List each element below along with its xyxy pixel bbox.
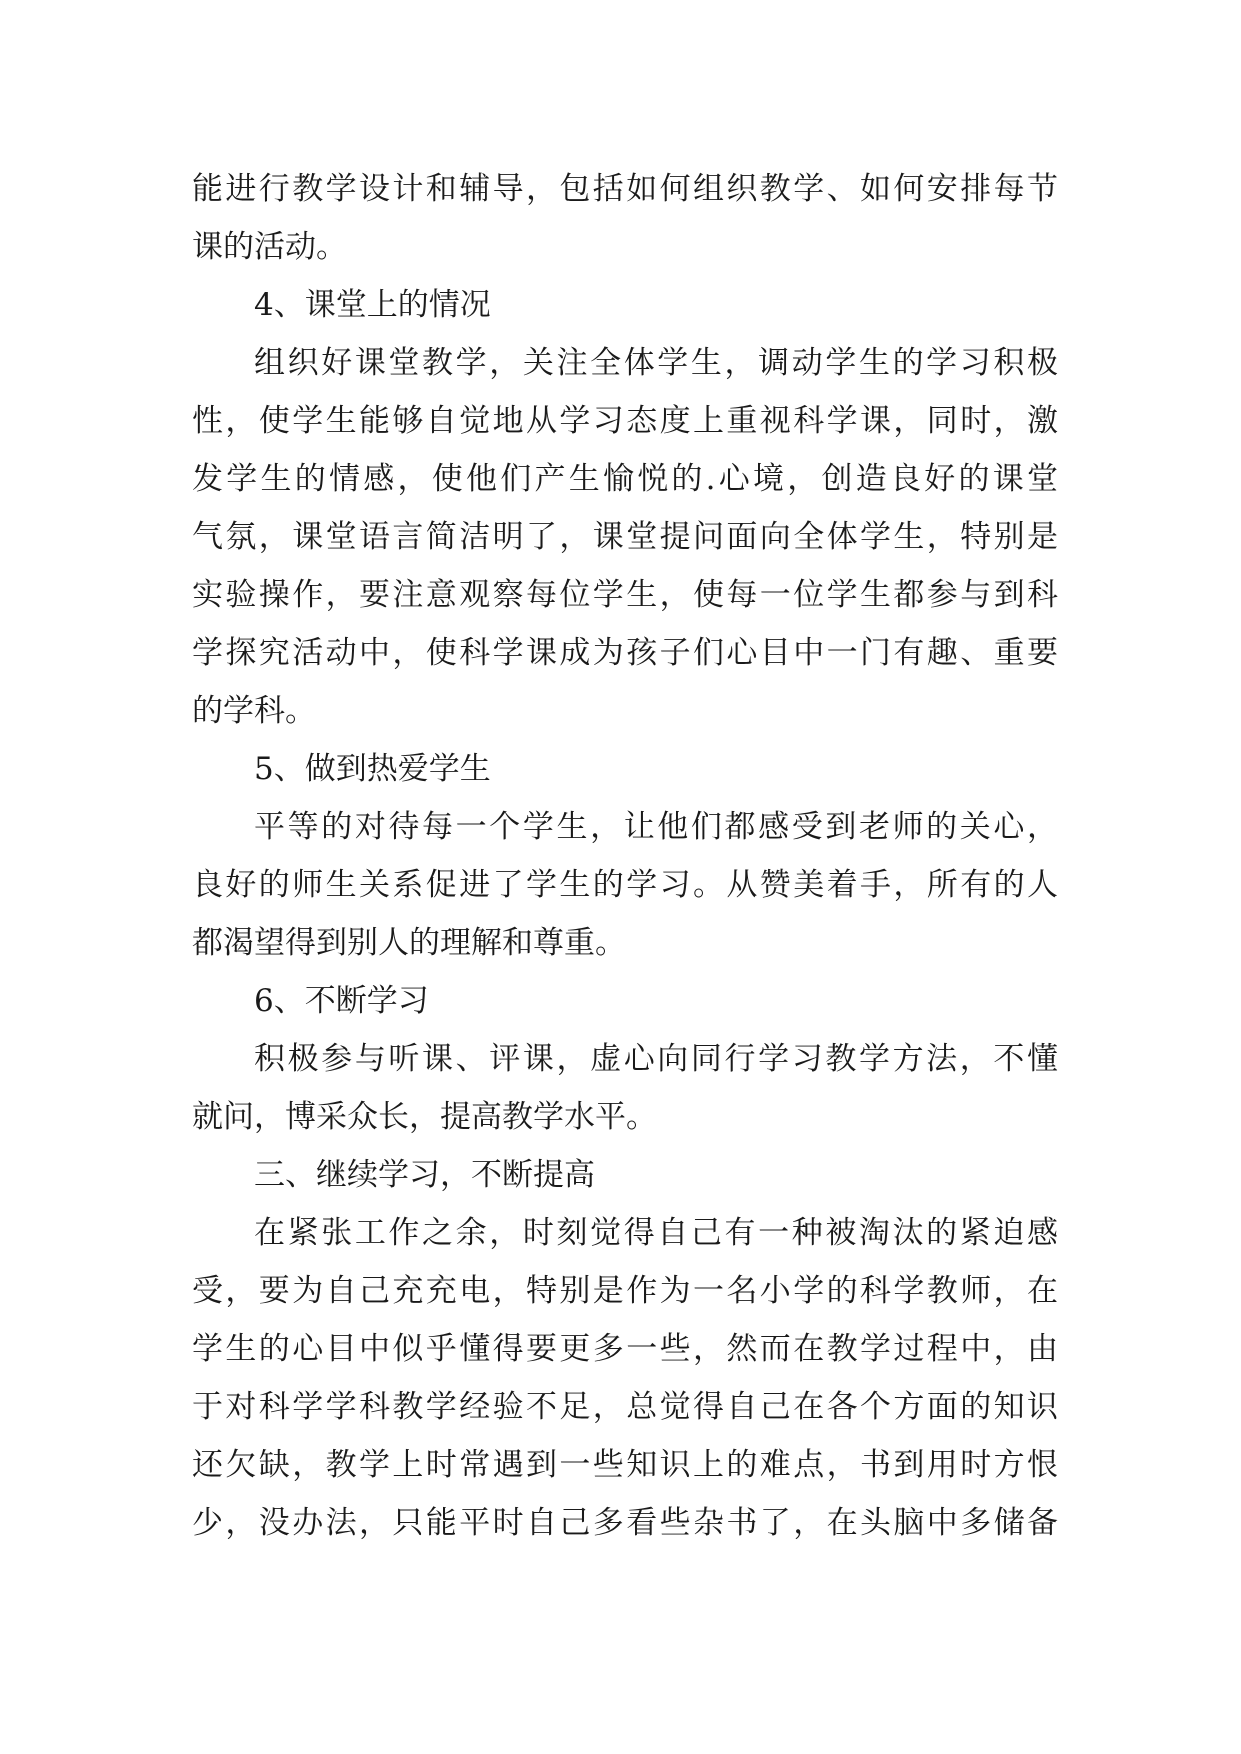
text-line: 4、课堂上的情况 xyxy=(254,287,491,323)
text-line: 都渴望得到别人的理解和尊重。 xyxy=(192,925,626,961)
text-line: 组织好课堂教学，关注全体学生，调动学生的学习积极 xyxy=(254,345,1058,381)
text-line: 良好的师生关系促进了学生的学习。从赞美着手，所有的人 xyxy=(192,867,1058,903)
text-line: 平等的对待每一个学生，让他们都感受到老师的关心， xyxy=(254,809,1058,845)
document-body xyxy=(192,160,1058,1552)
text-line: 在紧张工作之余，时刻觉得自己有一种被淘汰的紧迫感 xyxy=(254,1215,1058,1251)
text-line: 于对科学学科教学经验不足，总觉得自己在各个方面的知识 xyxy=(192,1389,1058,1425)
text-line: 还欠缺，教学上时常遇到一些知识上的难点，书到用时方恨 xyxy=(192,1447,1058,1483)
text-line: 少，没办法，只能平时自己多看些杂书了，在头脑中多储备 xyxy=(192,1505,1058,1541)
text-line: 积极参与听课、评课，虚心向同行学习教学方法，不懂 xyxy=(254,1041,1058,1077)
text-line: 就问，博采众长，提高教学水平。 xyxy=(192,1099,657,1135)
text-line: 能进行教学设计和辅导，包括如何组织教学、如何安排每节 xyxy=(192,171,1058,207)
text-line: 的学科。 xyxy=(192,693,316,729)
text-line: 三、继续学习，不断提高 xyxy=(254,1157,595,1193)
text-line: 学生的心目中似乎懂得要更多一些，然而在教学过程中，由 xyxy=(192,1331,1058,1367)
text-line: 性，使学生能够自觉地从学习态度上重视科学课，同时，激 xyxy=(192,403,1058,439)
text-line: 发学生的情感，使他们产生愉悦的.心境，创造良好的课堂 xyxy=(192,461,1058,497)
text-line: 学探究活动中，使科学课成为孩子们心目中一门有趣、重要 xyxy=(192,635,1058,671)
text-line: 受，要为自己充充电，特别是作为一名小学的科学教师，在 xyxy=(192,1273,1058,1309)
text-line: 5、做到热爱学生 xyxy=(254,751,491,787)
text-line: 6、不断学习 xyxy=(254,983,429,1019)
text-line: 课的活动。 xyxy=(192,229,347,265)
text-line: 气氛，课堂语言简洁明了，课堂提问面向全体学生，特别是 xyxy=(192,519,1058,555)
text-line: 实验操作，要注意观察每位学生，使每一位学生都参与到科 xyxy=(192,577,1058,613)
